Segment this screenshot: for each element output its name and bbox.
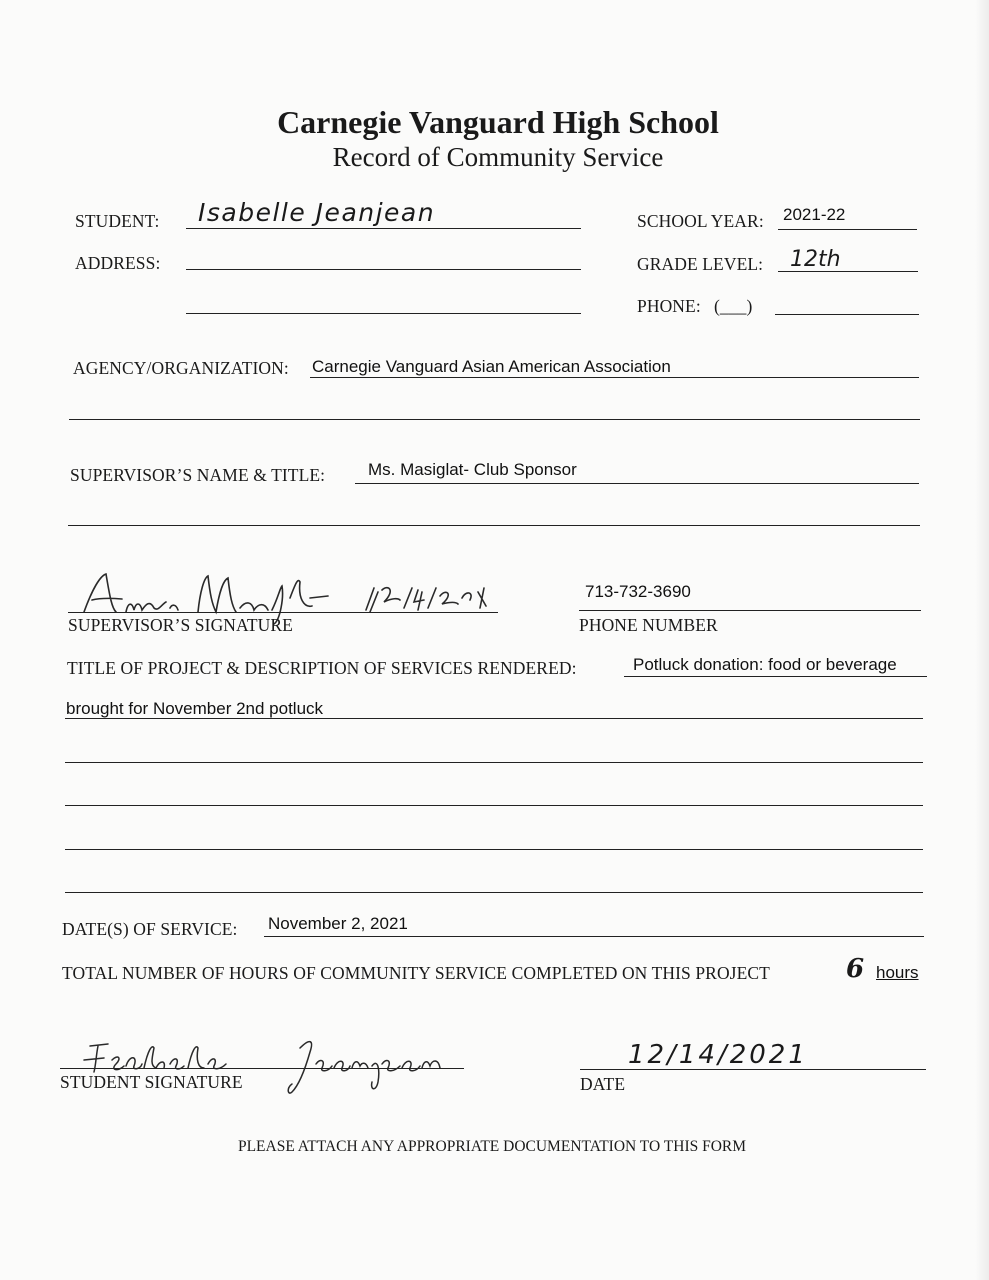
supervisor-signature-name [70,582,77,583]
grade-level-line[interactable] [778,271,918,272]
agency-label: AGENCY/ORGANIZATION: [73,358,289,378]
supervisor-signature-label: SUPERVISOR’S SIGNATURE [68,615,293,635]
school-year-label: SCHOOL YEAR: [637,211,764,231]
supervisor-value: Ms. Masiglat- Club Sponsor [368,460,577,479]
student-signature-name [70,1050,77,1051]
student-signature-line[interactable] [60,1068,464,1069]
dates-of-service-value: November 2, 2021 [268,914,408,933]
school-name: Carnegie Vanguard High School [277,104,719,140]
project-line-3[interactable] [65,762,923,763]
project-line-6[interactable] [65,892,923,893]
supervisor-signature-date [372,588,378,589]
grade-level-value: 12th [790,247,841,272]
grade-level-label: GRADE LEVEL: [637,254,764,274]
supervisor-label: SUPERVISOR’S NAME & TITLE: [70,465,326,485]
date-label: DATE [580,1074,626,1094]
total-hours-unit: hours [876,963,919,982]
school-year-line[interactable] [778,229,917,230]
project-value-line2: brought for November 2nd potluck [66,699,324,718]
phone-number-line[interactable] [579,610,921,611]
agency-line-2[interactable] [69,419,920,420]
project-line-4[interactable] [65,805,923,806]
phone-area-code: (___) [714,296,753,316]
student-signature-label: STUDENT SIGNATURE [60,1072,243,1092]
address-line-1[interactable] [186,269,581,270]
total-hours-value: 6 [846,954,865,984]
student-name-value: Isabelle Jeanjean [198,198,436,227]
page-edge-shadow [975,0,989,1280]
phone-line[interactable] [775,314,919,315]
school-year-value: 2021-22 [783,205,846,224]
address-label: ADDRESS: [75,253,161,273]
project-line-1[interactable] [624,676,927,677]
date-line[interactable] [580,1069,926,1070]
phone-number-value: 713-732-3690 [585,582,691,601]
project-line-2[interactable] [65,718,923,719]
form-title: Record of Community Service [332,142,664,172]
supervisor-line[interactable] [355,483,919,484]
agency-value: Carnegie Vanguard Asian American Association [312,357,671,376]
project-label: TITLE OF PROJECT & DESCRIPTION OF SERVICES RENDERED: [67,658,577,678]
project-value-line1: Potluck donation: food or beverage [633,655,897,674]
footer-note: PLEASE ATTACH ANY APPROPRIATE DOCUMENTATION TO THIS FORM [237,1138,747,1155]
student-label: STUDENT: [75,211,160,231]
student-line[interactable] [186,228,581,229]
supervisor-signature-line[interactable] [68,612,498,613]
address-line-2[interactable] [186,313,581,314]
dates-of-service-line[interactable] [264,936,924,937]
project-line-5[interactable] [65,849,923,850]
dates-of-service-label: DATE(S) OF SERVICE: [62,919,238,939]
phone-label: PHONE: [637,296,701,316]
supervisor-line-2[interactable] [68,525,920,526]
date-value: 12/14/2021 [628,1040,808,1070]
total-hours-label: TOTAL NUMBER OF HOURS OF COMMUNITY SERVICE COMPLETED ON THIS PROJECT [62,963,770,983]
agency-line[interactable] [310,377,919,378]
phone-number-label: PHONE NUMBER [579,615,718,635]
